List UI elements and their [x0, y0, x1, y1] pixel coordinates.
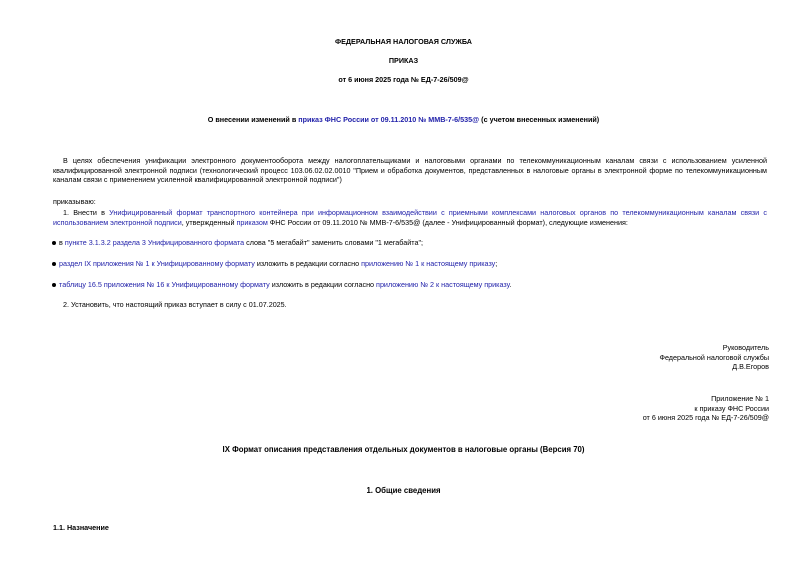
- bullet-icon: [52, 241, 56, 245]
- subsection-title: 1. Общие сведения: [366, 486, 441, 495]
- doc-date-number: от 6 июня 2025 года № ЕД-7-26/509@: [338, 75, 469, 84]
- item-2-paragraph: 2. Установить, что настоящий приказ вступает в силу с 01.07.2025.: [63, 300, 287, 309]
- appendix-line-3: от 6 июня 2025 года № ЕД-7-26/509@: [642, 413, 769, 423]
- bullet-text: изложить в редакции согласно: [254, 259, 362, 268]
- doc-type-title: ПРИКАЗ: [388, 56, 419, 65]
- bullet-link[interactable]: раздел IX приложения № 1 к Унифицированному формату: [59, 259, 255, 268]
- appendix-header: [643, 394, 769, 423]
- list-item: [52, 259, 497, 269]
- item-1-tail: ФНС России от 09.11.2010 № ММВ-7-6/535@ (далее - Унифицированный формат), следующие изменения:: [267, 217, 628, 227]
- subject-prefix: О внесении изменений в: [207, 115, 299, 124]
- subject-heading: [0, 115, 807, 125]
- item-1-paragraph: [53, 208, 767, 227]
- appendix-line-2: к приказу ФНС России: [694, 403, 769, 413]
- bullet-tail: ;: [495, 259, 498, 268]
- unified-format-link[interactable]: Унифицированный формат транспортного контейнера при информационном взаимодействии с приемными комплексами налоговых органов по телекоммуникационным каналам связи с использованием электронной подписи: [53, 208, 768, 227]
- subject-suffix: (с учетом внесенных изменений): [479, 115, 600, 124]
- appendix-title: Приложение № 1: [711, 394, 769, 403]
- signature-org: Федеральной налоговой службы: [659, 352, 769, 362]
- order-link[interactable]: приказом: [236, 217, 268, 227]
- signature-block: [660, 343, 770, 372]
- appendix-1-link[interactable]: приложению № 1 к настоящему приказу: [361, 259, 496, 268]
- bullet-text: изложить в редакции согласно: [269, 280, 377, 289]
- list-item: [52, 238, 423, 248]
- bullet-icon: [52, 283, 56, 287]
- section-title: IX Формат описания представления отдельных документов в налоговые органы (Версия 70): [222, 445, 585, 454]
- list-item: [52, 280, 511, 290]
- appendix-2-link[interactable]: приложению № 2 к настоящему приказу: [376, 280, 510, 289]
- bullet-pre: в: [59, 238, 65, 247]
- agency-title: ФЕДЕРАЛЬНАЯ НАЛОГОВАЯ СЛУЖБА: [335, 37, 472, 46]
- item-1-lead: 1. Внести в: [63, 208, 110, 217]
- order-word: приказываю:: [53, 197, 96, 206]
- bullet-link[interactable]: таблицу 16.5 приложения № 16 к Унифицированному формату: [59, 280, 270, 289]
- bullet-tail: .: [509, 280, 512, 289]
- signature-name: Д.В.Егоров: [732, 362, 769, 372]
- item-1-mid: , утвержденный: [181, 217, 237, 227]
- bullet-icon: [52, 262, 56, 266]
- subject-link[interactable]: приказ ФНС России от 09.11.2010 № ММВ-7-6/535@: [298, 115, 480, 124]
- preamble-paragraph: В целях обеспечения унификации электронного документооборота между налогоплательщиками и налоговыми органами по телекоммуникационным каналам связи с использованием усиленной квалифицированной электронной подписи (технологический процесс 103.06.02.02.0010 "Прием и обработка документов, представленных в налоговые органы в электронной форме по телекоммуникационным каналам связи с применением усиленной квалифицированной электронной подписи"): [53, 156, 767, 185]
- bullet-link[interactable]: пункте 3.1.3.2 раздела 3 Унифицированного формата: [64, 238, 245, 247]
- bullet-text: слова "5 мегабайт" заменить словами "1 мегабайта";: [244, 238, 423, 247]
- clause-title: 1.1. Назначение: [53, 523, 109, 532]
- signature-role: Руководитель: [722, 343, 769, 352]
